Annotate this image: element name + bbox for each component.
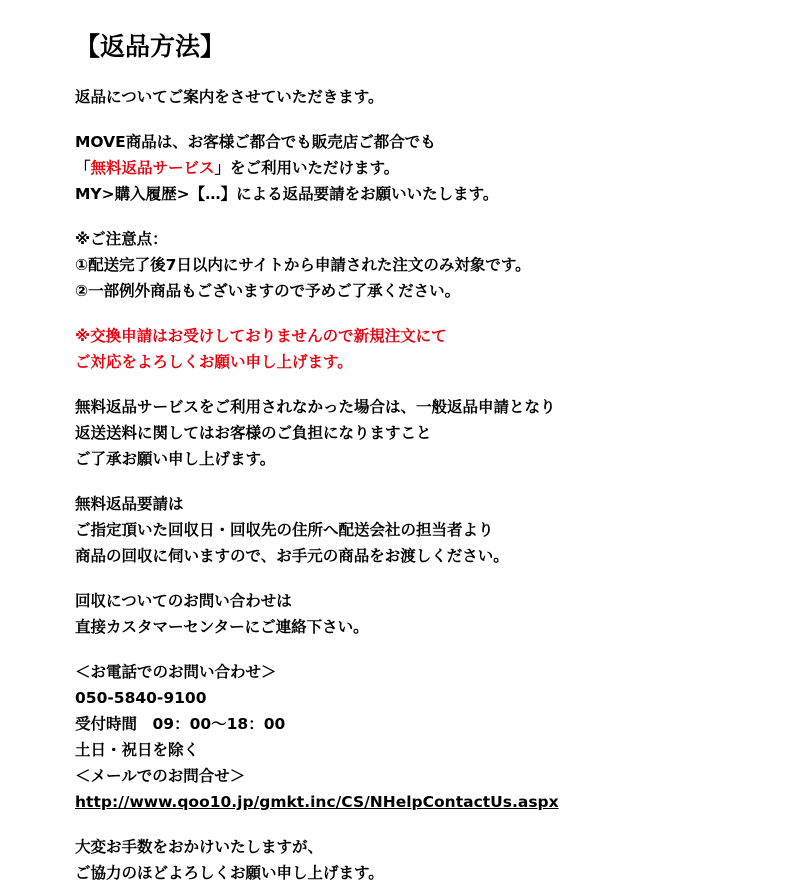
section-notes	[75, 226, 760, 304]
text-line: 大変お手数をおかけいたしますが、	[75, 838, 324, 856]
text-line: ②一部例外商品もございますので予めご了承ください。	[75, 282, 461, 300]
text-line: 無料返品サービスをご利用されなかった場合は、一般返品申請となり	[75, 398, 556, 416]
section-exchange-warning	[75, 323, 760, 375]
page-title: 【返品方法】	[75, 32, 226, 61]
text-line: 返品についてご案内をさせていただきます。	[75, 88, 384, 106]
text-line: MY>購入履歴>【…】による返品要請をお願いいたします。	[75, 185, 499, 203]
section-move-service	[75, 129, 760, 207]
text-line: 無料返品要請は	[75, 495, 184, 513]
contact-us-link[interactable]: http://www.qoo10.jp/gmkt.inc/CS/NHelpContactUs.aspx	[75, 793, 559, 811]
text-line: ※交換申請はお受けしておりませんので新規注文にて	[75, 327, 447, 345]
section-intro	[75, 84, 760, 110]
email-contact-heading: ＜メールでのお問合せ＞	[75, 767, 246, 785]
closed-days: 土日・祝日を除く	[75, 741, 200, 759]
business-hours: 受付時間 09：00〜18：00	[75, 715, 286, 733]
section-paid-return	[75, 394, 760, 472]
text-line: 商品の回収に伺いますので、お手元の商品をお渡しください。	[75, 547, 509, 565]
text-line: ①配送完了後7日以内にサイトから申請された注文のみ対象です。	[75, 256, 531, 274]
text-line: ご指定頂いた回収日・回収先の住所へ配送会社の担当者より	[75, 521, 494, 539]
phone-number: 050-5840-9100	[75, 689, 207, 707]
free-return-service-line	[75, 155, 760, 181]
text-line: 返送送料に関してはお客様のご負担になりますこと	[75, 424, 432, 442]
text-line: 回収についてのお問い合わせは	[75, 592, 292, 610]
section-contact-details	[75, 659, 760, 815]
quote-close-text: 」をご利用いただけます。	[214, 159, 400, 177]
text-line: ご協力のほどよろしくお願い申し上げます。	[75, 864, 384, 882]
text-line: 直接カスタマーセンターにご連絡下さい。	[75, 618, 369, 636]
section-pickup	[75, 491, 760, 569]
section-closing	[75, 834, 760, 886]
text-line: ご対応をよろしくお願い申し上げます。	[75, 353, 353, 371]
text-line: ※ご注意点：	[75, 230, 168, 248]
free-return-service-highlight: 無料返品サービス	[90, 159, 215, 177]
section-contact-intro	[75, 588, 760, 640]
text-line: ご了承お願い申し上げます。	[75, 450, 276, 468]
phone-contact-heading: ＜お電話でのお問い合わせ＞	[75, 663, 277, 681]
text-line: MOVE商品は、お客様ご都合でも販売店ご都合でも	[75, 133, 436, 151]
quote-open: 「	[75, 159, 91, 177]
